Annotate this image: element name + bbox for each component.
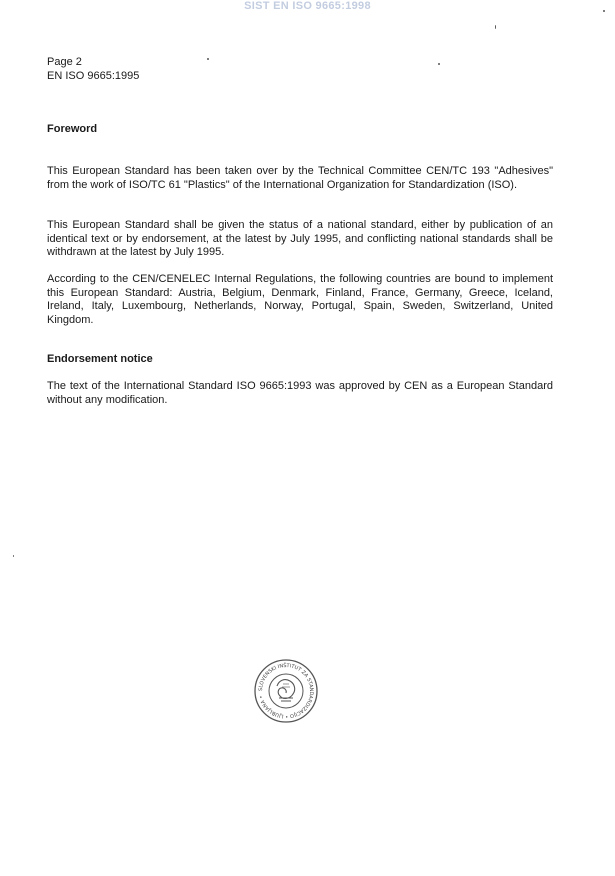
- endorsement-paragraph: The text of the International Standard ISO 9665:1993 was approved by CEN as a European Standard without any modification.: [47, 380, 553, 406]
- watermark: SIST EN ISO 9665:1998: [244, 0, 371, 12]
- document-id: EN ISO 9665:1995: [47, 70, 140, 82]
- foreword-paragraph: According to the CEN/CENELEC Internal Regulations, the following countries are bound to implement this European Standard: Austria, Belgium, Denmark, Finland, France, Germany, Greece, Iceland, Ireland, Italy, Luxembourg, Netherlands, Norway, Portugal, Spain, Sweden, Switzerland, United Kingdom.: [47, 273, 553, 326]
- foreword-paragraph: This European Standard shall be given the status of a national standard, either by publication of an identical text or by endorsement, at the latest by July 1995, and conflicting national standards shall be withdrawn at the latest by July 1995.: [47, 219, 553, 258]
- scan-speck: [13, 555, 14, 557]
- page-header: [47, 55, 139, 83]
- foreword-paragraph: This European Standard has been taken over by the Technical Committee CEN/TC 193 "Adhesives" from the work of ISO/TC 61 "Plastics" of the International Organization for Standardization (ISO).: [47, 165, 553, 191]
- seal-text: SLOVENSKI INŠTITUT ZA STANDARDIZACIJO • LJUBLJANA •: [257, 662, 315, 720]
- official-seal-icon: [253, 658, 319, 724]
- endorsement-heading: Endorsement notice: [47, 353, 153, 365]
- foreword-heading: Foreword: [47, 123, 98, 135]
- page-number: Page 2: [47, 56, 82, 68]
- scan-speck: [438, 63, 440, 65]
- scan-speck: [207, 58, 209, 60]
- scan-speck: [495, 25, 496, 29]
- scan-speck: [603, 10, 605, 12]
